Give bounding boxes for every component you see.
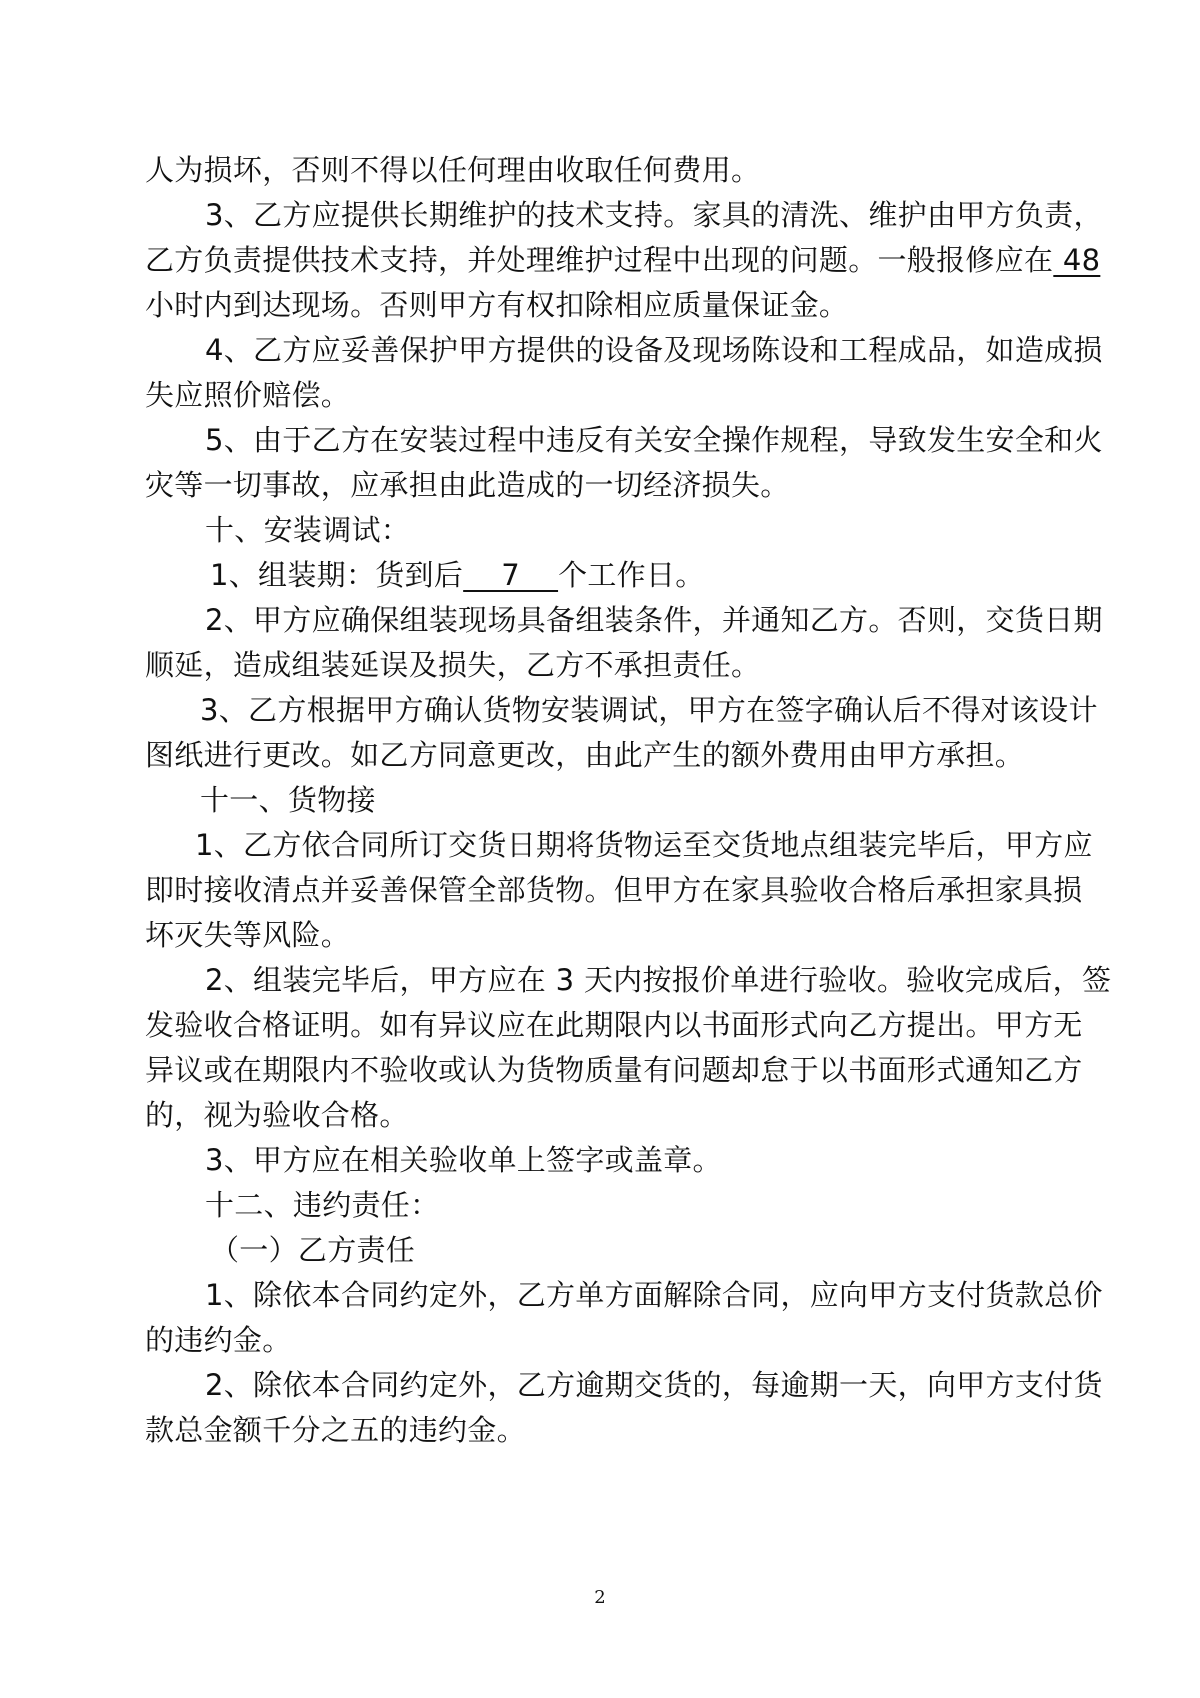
text-segment: 坏灭失等风险。 bbox=[145, 918, 351, 952]
text-line bbox=[200, 690, 1098, 730]
text-line bbox=[145, 1320, 292, 1360]
text-segment: 的，视为验收合格。 bbox=[145, 1098, 409, 1132]
text-segment: （一）乙方责任 bbox=[210, 1233, 416, 1267]
text-line bbox=[205, 195, 1103, 235]
text-segment: 3、乙方根据甲方确认货物安装调试，甲方在签字确认后不得对该设计 bbox=[200, 693, 1098, 727]
text-segment: 异议或在期限内不验收或认为货物质量有问题却怠于以书面形式通知乙方 bbox=[145, 1053, 1083, 1087]
text-line bbox=[145, 150, 760, 190]
text-segment: 的违约金。 bbox=[145, 1323, 292, 1357]
text-line bbox=[145, 645, 760, 685]
text-segment: 1、组装期：货到后 bbox=[210, 558, 464, 592]
text-line bbox=[205, 510, 410, 550]
text-line bbox=[205, 330, 1103, 370]
underlined-value: 48 bbox=[1053, 243, 1101, 277]
text-line bbox=[145, 735, 1024, 775]
text-line bbox=[145, 240, 1100, 280]
underlined-value: 7 bbox=[463, 558, 559, 592]
text-segment: 十一、货物接 bbox=[200, 783, 376, 817]
text-segment: 灾等一切事故，应承担由此造成的一切经济损失。 bbox=[145, 468, 790, 502]
text-segment: 人为损坏，否则不得以任何理由收取任何费用。 bbox=[145, 153, 761, 187]
text-segment: 5、由于乙方在安装过程中违反有关安全操作规程，导致发生安全和火 bbox=[205, 423, 1103, 457]
text-segment: 失应照价赔偿。 bbox=[145, 378, 351, 412]
text-segment: 个工作日。 bbox=[558, 558, 705, 592]
text-line bbox=[145, 870, 1083, 910]
text-segment: 款总金额千分之五的违约金。 bbox=[145, 1413, 526, 1447]
text-line bbox=[205, 600, 1103, 640]
text-segment: 3、乙方应提供长期维护的技术支持。家具的清洗、维护由甲方负责， bbox=[205, 198, 1103, 232]
text-line bbox=[205, 1140, 722, 1180]
text-segment: 即时接收清点并妥善保管全部货物。但甲方在家具验收合格后承担家具损 bbox=[145, 873, 1083, 907]
text-line bbox=[145, 1050, 1083, 1090]
text-line bbox=[205, 420, 1103, 460]
text-line bbox=[205, 960, 1111, 1000]
text-line bbox=[145, 1095, 409, 1135]
text-line bbox=[200, 780, 376, 820]
text-line bbox=[145, 375, 350, 415]
text-line bbox=[195, 825, 1093, 865]
text-line bbox=[145, 1410, 526, 1450]
text-line bbox=[145, 915, 350, 955]
text-segment: 小时内到达现场。否则甲方有权扣除相应质量保证金。 bbox=[145, 288, 849, 322]
text-segment: 发验收合格证明。如有异议应在此期限内以书面形式向乙方提出。甲方无 bbox=[145, 1008, 1083, 1042]
text-segment: 3、甲方应在相关验收单上签字或盖章。 bbox=[205, 1143, 722, 1177]
text-segment: 4、乙方应妥善保护甲方提供的设备及现场陈设和工程成品，如造成损 bbox=[205, 333, 1103, 367]
text-line bbox=[205, 1185, 439, 1225]
text-segment: 2、组装完毕后，甲方应在 3 天内按报价单进行验收。验收完成后，签 bbox=[205, 963, 1112, 997]
text-segment: 2、甲方应确保组装现场具备组装条件，并通知乙方。否则，交货日期 bbox=[205, 603, 1103, 637]
text-line bbox=[210, 555, 705, 595]
text-segment: 顺延，造成组装延误及损失，乙方不承担责任。 bbox=[145, 648, 761, 682]
text-line bbox=[205, 1275, 1103, 1315]
text-segment: 十、安装调试： bbox=[205, 513, 411, 547]
text-line bbox=[145, 465, 790, 505]
text-segment: 1、乙方依合同所订交货日期将货物运至交货地点组装完毕后，甲方应 bbox=[195, 828, 1093, 862]
text-segment: 2、除依本合同约定外，乙方逾期交货的，每逾期一天，向甲方支付货 bbox=[205, 1368, 1103, 1402]
text-segment: 乙方负责提供技术支持，并处理维护过程中出现的问题。一般报修应在 bbox=[145, 243, 1054, 277]
text-line bbox=[205, 1365, 1103, 1405]
text-segment: 图纸进行更改。如乙方同意更改，由此产生的额外费用由甲方承担。 bbox=[145, 738, 1025, 772]
text-segment: 1、除依本合同约定外，乙方单方面解除合同，应向甲方支付货款总价 bbox=[205, 1278, 1103, 1312]
page-number: 2 bbox=[594, 1587, 606, 1608]
text-segment: 十二、违约责任： bbox=[205, 1188, 440, 1222]
text-line bbox=[145, 1005, 1083, 1045]
text-line bbox=[210, 1230, 415, 1270]
text-line bbox=[145, 285, 848, 325]
